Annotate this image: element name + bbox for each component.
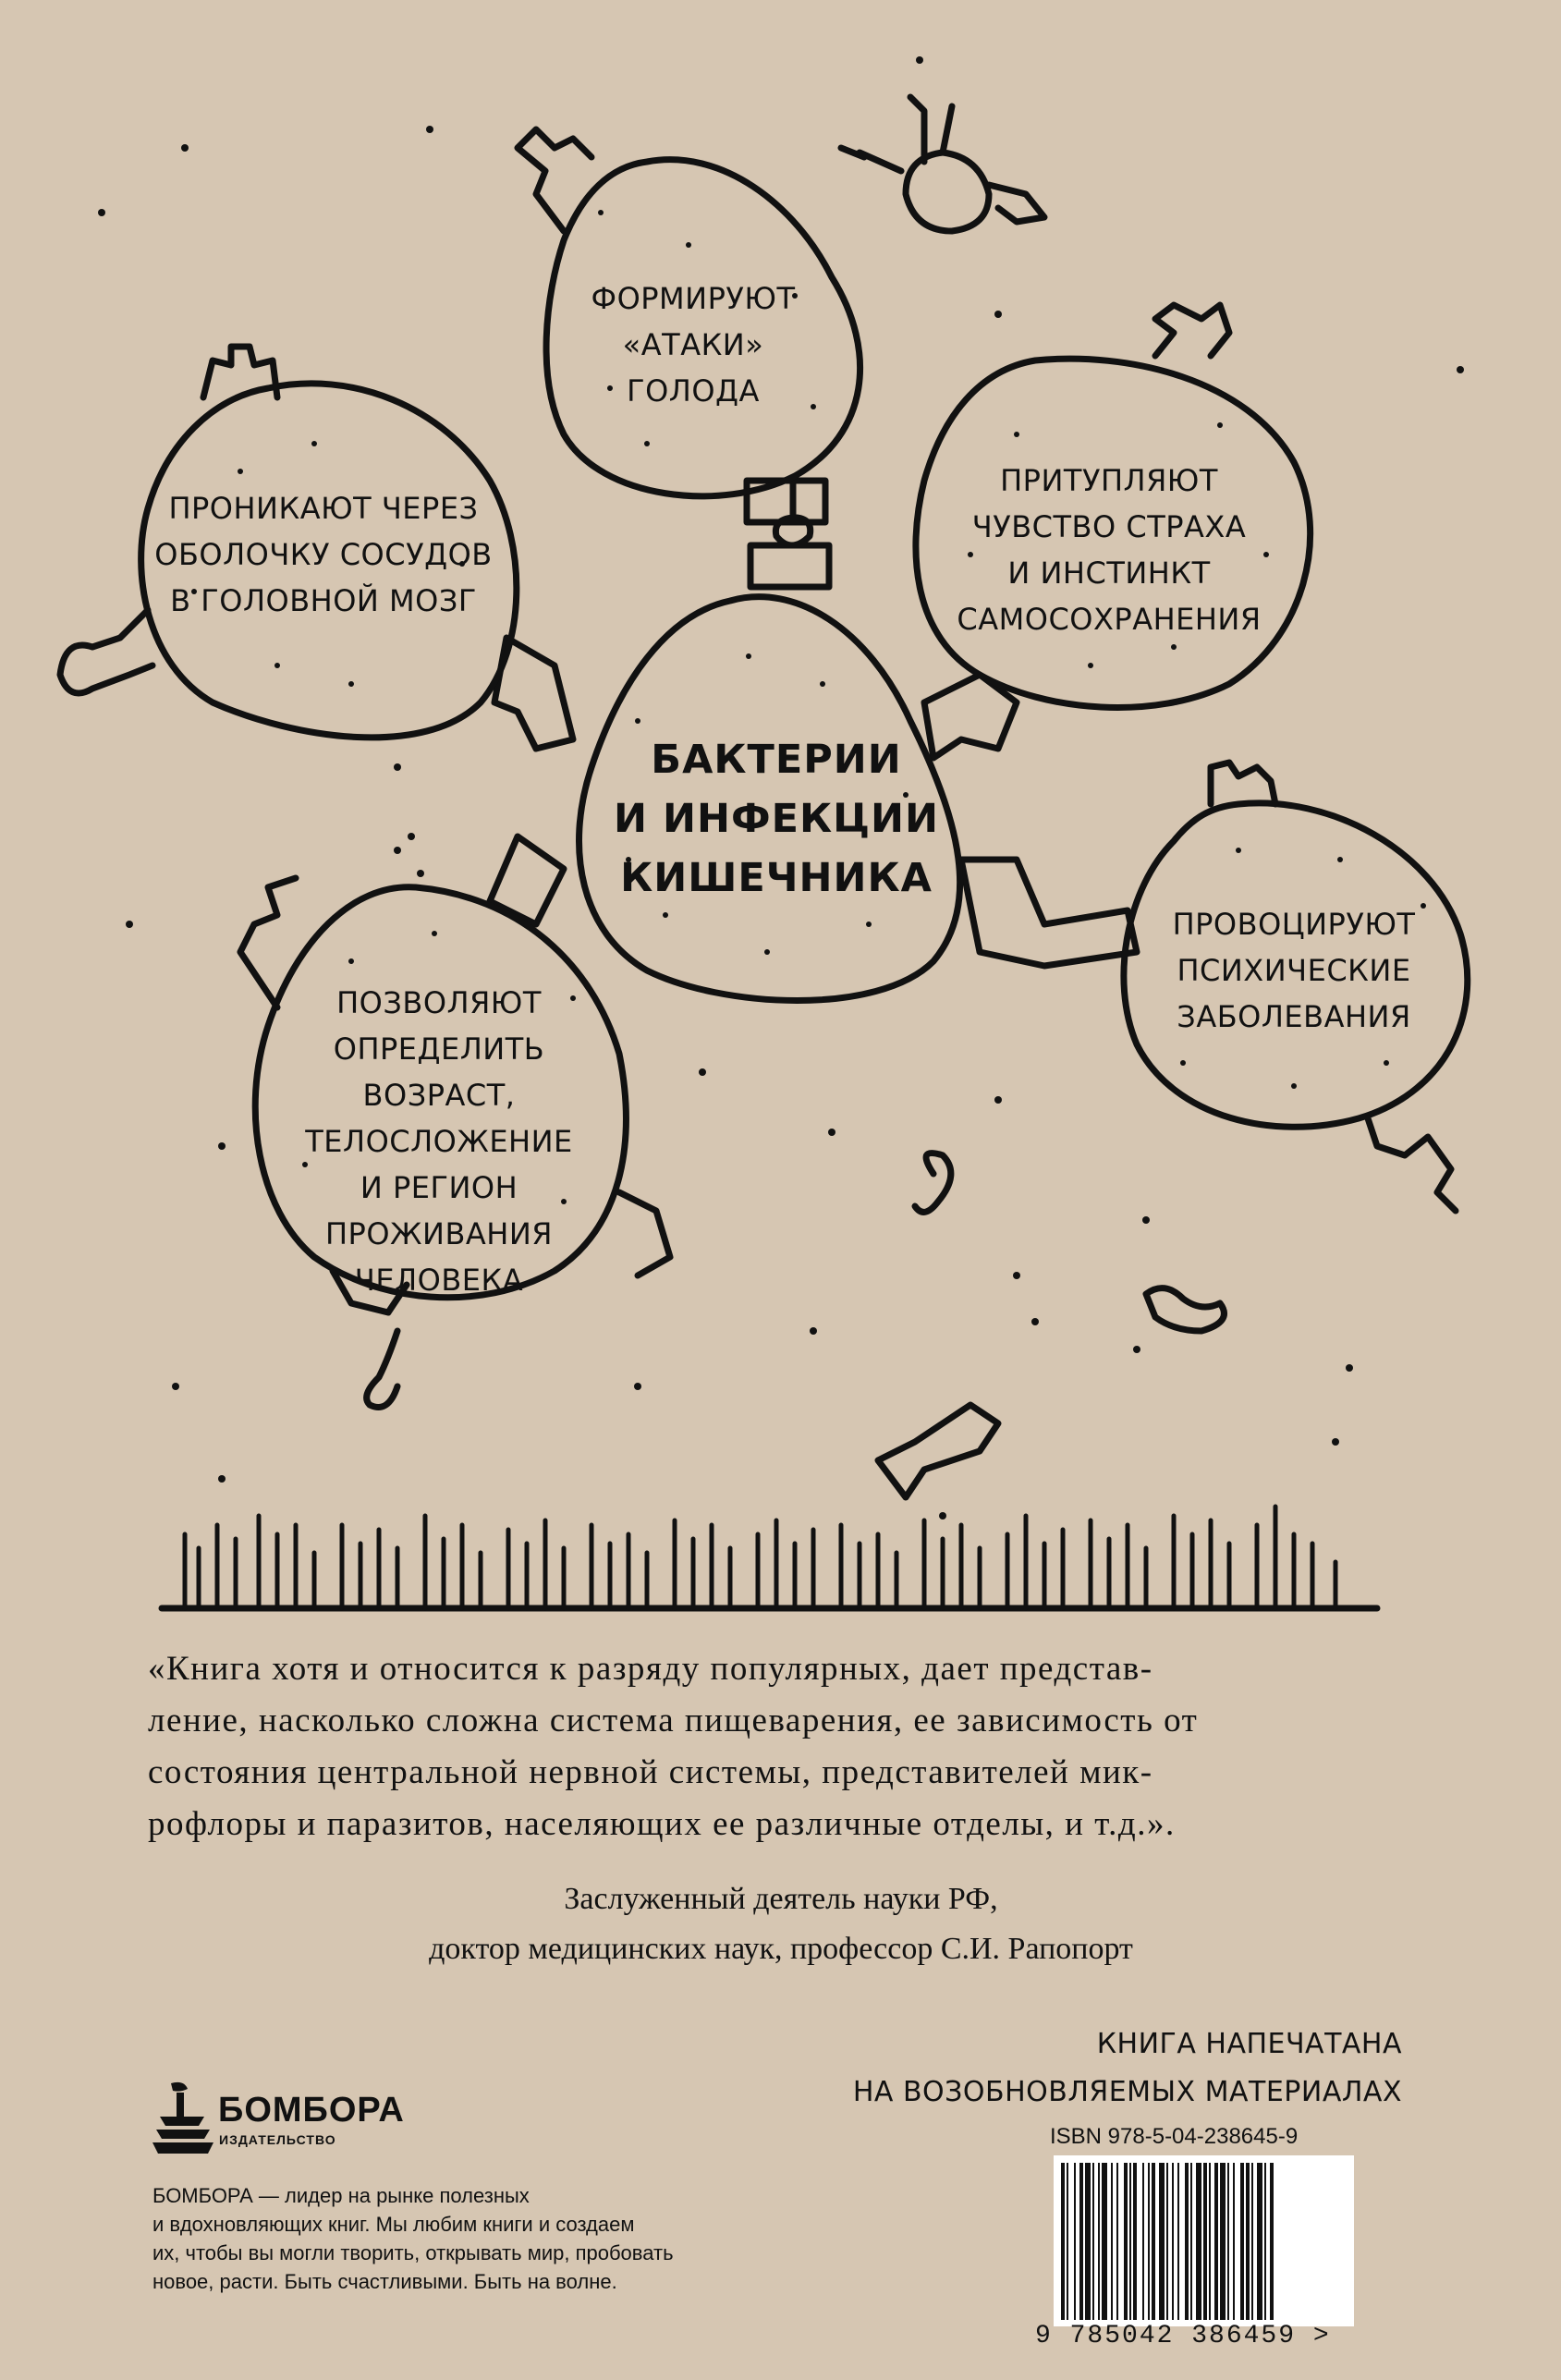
publisher-description — [152, 2181, 762, 2296]
bubble-fear-line-3: И ИНСТИНКТ — [1007, 555, 1211, 591]
barcode-bar — [1227, 2163, 1229, 2320]
barcode — [1054, 2155, 1354, 2326]
quote-line-2: ление, насколько сложна система пищеварения, ее зависимость от — [148, 1702, 1199, 1739]
bubble-center-line-3: КИШЕЧНИКА — [620, 855, 933, 901]
barcode-bar — [1233, 2163, 1235, 2320]
bubble-mental-text — [1137, 901, 1451, 1040]
bubble-fear-line-4: САМОСОХРАНЕНИЯ — [957, 602, 1262, 637]
quote-attribution-1: Заслуженный деятель науки РФ, — [564, 1882, 998, 1916]
barcode-bar — [1152, 2163, 1155, 2320]
review-quote — [148, 1643, 1414, 1850]
bubble-mental-line-2: ПСИХИЧЕСКИЕ — [1177, 953, 1411, 988]
quote-attribution-2: доктор медицинских наук, профессор С.И. Рапопорт — [429, 1932, 1133, 1966]
barcode-bar — [1142, 2163, 1144, 2320]
barcode-bar — [1185, 2163, 1189, 2320]
connector-top — [747, 481, 829, 587]
barcode-bar — [1240, 2163, 1244, 2320]
knob-top — [518, 129, 591, 231]
bubble-vessels-line-1: ПРОНИКАЮТ ЧЕРЕЗ — [168, 491, 479, 526]
villi-row — [185, 1507, 1335, 1608]
bubble-fear-line-2: ЧУВСТВО СТРАХА — [971, 509, 1247, 544]
barcode-bar — [1257, 2163, 1262, 2320]
publisher-description-line-1: БОМБОРА — лидер на рынке полезных — [152, 2184, 530, 2207]
barcode-bar — [1190, 2163, 1192, 2320]
barcode-bar — [1270, 2163, 1274, 2320]
bubble-hunger-line-3: ГОЛОДА — [627, 373, 760, 409]
barcode-bar — [1124, 2163, 1128, 2320]
eco-note-line-1: КНИГА НАПЕЧАТАНА — [1096, 2028, 1402, 2060]
barcode-bar — [1209, 2163, 1211, 2320]
bubble-age-line-5: ПРОЖИВАНИЯ — [324, 1216, 554, 1251]
barcode-bar — [1166, 2163, 1168, 2320]
barcode-bar — [1098, 2163, 1100, 2320]
barcode-bar — [1251, 2163, 1253, 2320]
bubble-mental-line-3: ЗАБОЛЕВАНИЯ — [1177, 999, 1411, 1034]
connector-bottom-right — [961, 860, 1137, 966]
barcode-bar — [1111, 2163, 1113, 2320]
barcode-bar — [1079, 2163, 1083, 2320]
barcode-bar — [1264, 2163, 1266, 2320]
bubble-age-line-3: ТЕЛОСЛОЖЕНИЕ — [305, 1124, 573, 1159]
bubble-age-line-6: ЧЕЛОВЕКА — [354, 1263, 524, 1298]
knob-right-top — [1155, 305, 1229, 356]
barcode-bar — [1085, 2163, 1091, 2320]
isbn-label: ISBN 978-5-04-238645-9 — [1050, 2124, 1299, 2149]
barcode-bar — [1177, 2163, 1179, 2320]
eco-note — [853, 2020, 1402, 2117]
bubble-age-text — [259, 980, 619, 1303]
barcode-bar — [1196, 2163, 1201, 2320]
barcode-bar — [1074, 2163, 1076, 2320]
barcode-bar — [1116, 2163, 1118, 2320]
microbe-peanut-2 — [1146, 1288, 1225, 1331]
bubble-mental-line-1: ПРОВОЦИРУЮТ — [1172, 907, 1416, 942]
quote-line-3: состояния центральной нервной системы, представителей мик- — [148, 1753, 1153, 1791]
barcode-digits: 9 785042 386459 > — [1035, 2322, 1331, 2350]
knob-mental-top — [1211, 763, 1275, 804]
barcode-bar — [1133, 2163, 1137, 2320]
eco-note-line-2: НА ВОЗОБНОВЛЯЕМЫХ МАТЕРИАЛАХ — [852, 2076, 1402, 2108]
bubble-fear-line-1: ПРИТУПЛЯЮТ — [1000, 463, 1218, 498]
publisher-subtitle: ИЗДАТЕЛЬСТВО — [219, 2132, 336, 2147]
publisher-name: БОМБОРА — [218, 2091, 405, 2130]
barcode-bar — [1102, 2163, 1107, 2320]
bubble-vessels-text — [139, 485, 508, 624]
bubble-vessels-line-2: ОБОЛОЧКУ СОСУДОВ — [154, 537, 493, 572]
barcode-bar — [1246, 2163, 1250, 2320]
microbe-peanut-1 — [915, 1153, 951, 1213]
barcode-bar — [1214, 2163, 1218, 2320]
quote-line-4: рофлоры и паразитов, населяющих ее различные отделы, и т.д.». — [148, 1805, 1176, 1843]
barcode-bar — [1159, 2163, 1165, 2320]
bubble-age-line-2: ОПРЕДЕЛИТЬ ВОЗРАСТ, — [333, 1031, 545, 1113]
microbe-peanut-3 — [367, 1331, 397, 1408]
bubble-hunger-line-1: ФОРМИРУЮТ — [591, 281, 796, 316]
bubble-center-line-1: БАКТЕРИИ — [651, 737, 902, 783]
barcode-bar — [1203, 2163, 1207, 2320]
microbe-cluster — [878, 1405, 998, 1497]
barcode-bar — [1172, 2163, 1174, 2320]
barcode-bar — [1148, 2163, 1150, 2320]
publisher-description-line-2: и вдохновляющих книг. Мы любим книги и создаем — [152, 2213, 635, 2236]
bombora-logo-icon — [152, 2080, 215, 2161]
bubble-hunger-line-2: «АТАКИ» — [622, 327, 764, 362]
barcode-bar — [1220, 2163, 1226, 2320]
bubble-age-line-4: И РЕГИОН — [360, 1170, 518, 1205]
bubble-center-line-2: И ИНФЕКЦИИ — [614, 796, 939, 842]
bubble-age-line-1: ПОЗВОЛЯЮТ — [336, 985, 542, 1020]
bubble-center-text — [601, 730, 952, 908]
knob-age-right — [619, 1192, 670, 1275]
bubble-vessels-line-3: В ГОЛОВНОЙ МОЗГ — [170, 583, 477, 618]
bubble-hunger-text — [555, 275, 832, 414]
insect-drawing — [841, 97, 1044, 231]
barcode-bar — [1067, 2163, 1068, 2320]
barcode-bar — [1129, 2163, 1131, 2320]
barcode-bar — [1061, 2163, 1065, 2320]
knob-mental-bottom — [1368, 1118, 1456, 1211]
barcode-bar — [1092, 2163, 1094, 2320]
publisher-description-line-4: новое, расти. Быть счастливыми. Быть на волне. — [152, 2270, 617, 2293]
quote-line-1: «Книга хотя и относится к разряду популярных, дает представ- — [148, 1650, 1153, 1688]
publisher-description-line-3: их, чтобы вы могли творить, открывать мир, пробовать — [152, 2241, 674, 2264]
bubble-fear-text — [924, 458, 1294, 642]
